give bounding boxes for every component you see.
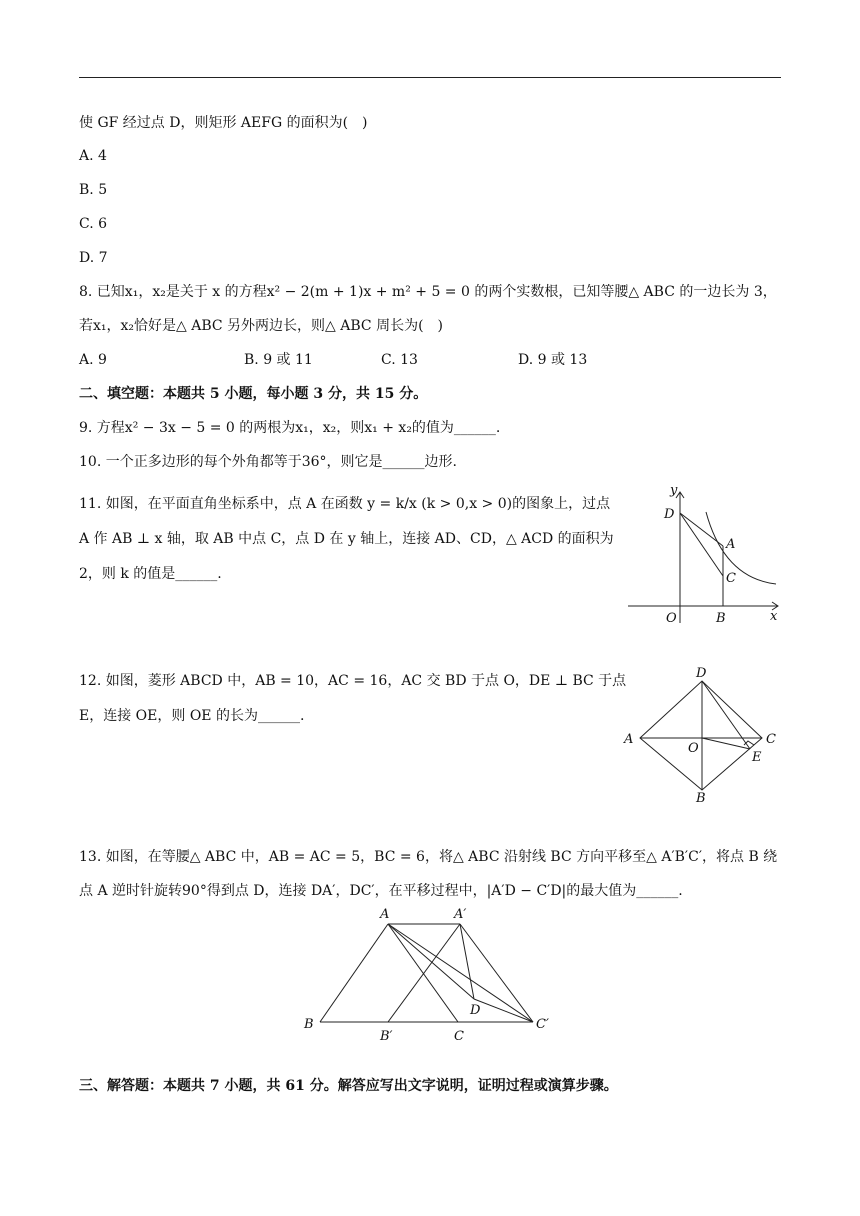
segment-ab <box>320 924 388 1022</box>
right-angle-mark <box>744 741 754 745</box>
q8-line1: 8. 已知x₁，x₂是关于 x 的方程x² − 2(m + 1)x + m² + 5 = 0 的两个实数根，已知等腰△ ABC 的一边长为 3， <box>79 284 777 300</box>
label-x: x <box>770 609 778 624</box>
q13-line2: 点 A 逆时针旋转90°得到点 D，连接 DA′，DC′，在平移过程中，|A′D − C′D|的最大值为______. <box>79 883 683 899</box>
section-heading-fill-in: 二、填空题：本题共 5 小题，每小题 3 分，共 15 分。 <box>79 386 428 402</box>
q9-text: 9. 方程x² − 3x − 5 = 0 的两根为x₁，x₂，则x₁ + x₂的值为______. <box>79 420 501 436</box>
label-d: D <box>664 507 675 522</box>
q8-option-d: D. 9 或 13 <box>518 352 588 368</box>
label-a-prime: A′ <box>454 907 467 922</box>
q8-line2: 若x₁，x₂恰好是△ ABC 另外两边长，则△ ABC 周长为( ) <box>79 318 444 334</box>
q7-option-b: B. 5 <box>79 182 108 198</box>
hyperbola-curve <box>706 512 776 584</box>
q12-line1: 12. 如图，菱形 ABCD 中，AB = 10，AC = 16，AC 交 BD 于点 O，DE ⊥ BC 于点 <box>79 673 627 689</box>
label-c-prime: C′ <box>536 1017 549 1032</box>
q7-option-c: C. 6 <box>79 216 108 232</box>
q13-line1: 13. 如图，在等腰△ ABC 中，AB = AC = 5，BC = 6，将△ ABC 沿射线 BC 方向平移至△ A′B′C′，将点 B 绕 <box>79 849 778 865</box>
label-e: E <box>752 750 762 765</box>
label-a: A <box>624 732 634 747</box>
q8-option-a: A. 9 <box>79 352 107 368</box>
label-b: B <box>304 1017 314 1032</box>
q12-line2: E，连接 OE，则 OE 的长为______. <box>79 708 305 724</box>
header-rule <box>79 77 781 78</box>
q7-stem: 使 GF 经过点 D，则矩形 AEFG 的面积为( ) <box>79 115 368 131</box>
label-d: D <box>696 666 707 681</box>
q8-option-b: B. 9 或 11 <box>244 352 313 368</box>
label-b: B <box>696 791 706 806</box>
segment-da <box>680 513 723 546</box>
q11-line1: 11. 如图，在平面直角坐标系中，点 A 在函数 y = k/x (k > 0,x > 0)的图象上，过点 <box>79 496 611 512</box>
q7-option-d: D. 7 <box>79 250 108 266</box>
label-c: C <box>726 571 736 586</box>
label-b-prime: B′ <box>380 1029 393 1044</box>
q11-line3: 2，则 k 的值是______. <box>79 566 222 582</box>
segment-ad <box>388 924 474 999</box>
q11-figure <box>620 480 790 630</box>
label-c: C <box>766 732 776 747</box>
rhombus-abcd <box>640 681 762 790</box>
label-o: O <box>666 611 677 626</box>
label-d: D <box>470 1003 481 1018</box>
section-heading-solutions: 三、解答题：本题共 7 小题，共 61 分。解答应写出文字说明，证明过程或演算步骤。 <box>79 1078 618 1094</box>
label-a: A <box>726 537 736 552</box>
label-c: C <box>454 1029 464 1044</box>
segment-dc <box>680 513 723 576</box>
segment-da2 <box>460 924 474 999</box>
segment-ac2 <box>388 924 533 1022</box>
label-y: y <box>670 483 678 498</box>
q13-figure <box>300 902 560 1042</box>
q7-option-a: A. 4 <box>79 148 107 164</box>
q8-option-c: C. 13 <box>381 352 418 368</box>
label-o: O <box>688 741 699 756</box>
q10-text: 10. 一个正多边形的每个外角都等于36°，则它是______边形. <box>79 454 457 470</box>
q11-line2: A 作 AB ⊥ x 轴，取 AB 中点 C，点 D 在 y 轴上，连接 AD、CD，△ ACD 的面积为 <box>79 531 614 547</box>
label-b: B <box>716 611 726 626</box>
segment-de <box>702 681 750 749</box>
q12-figure <box>620 665 790 810</box>
label-a: A <box>380 907 390 922</box>
